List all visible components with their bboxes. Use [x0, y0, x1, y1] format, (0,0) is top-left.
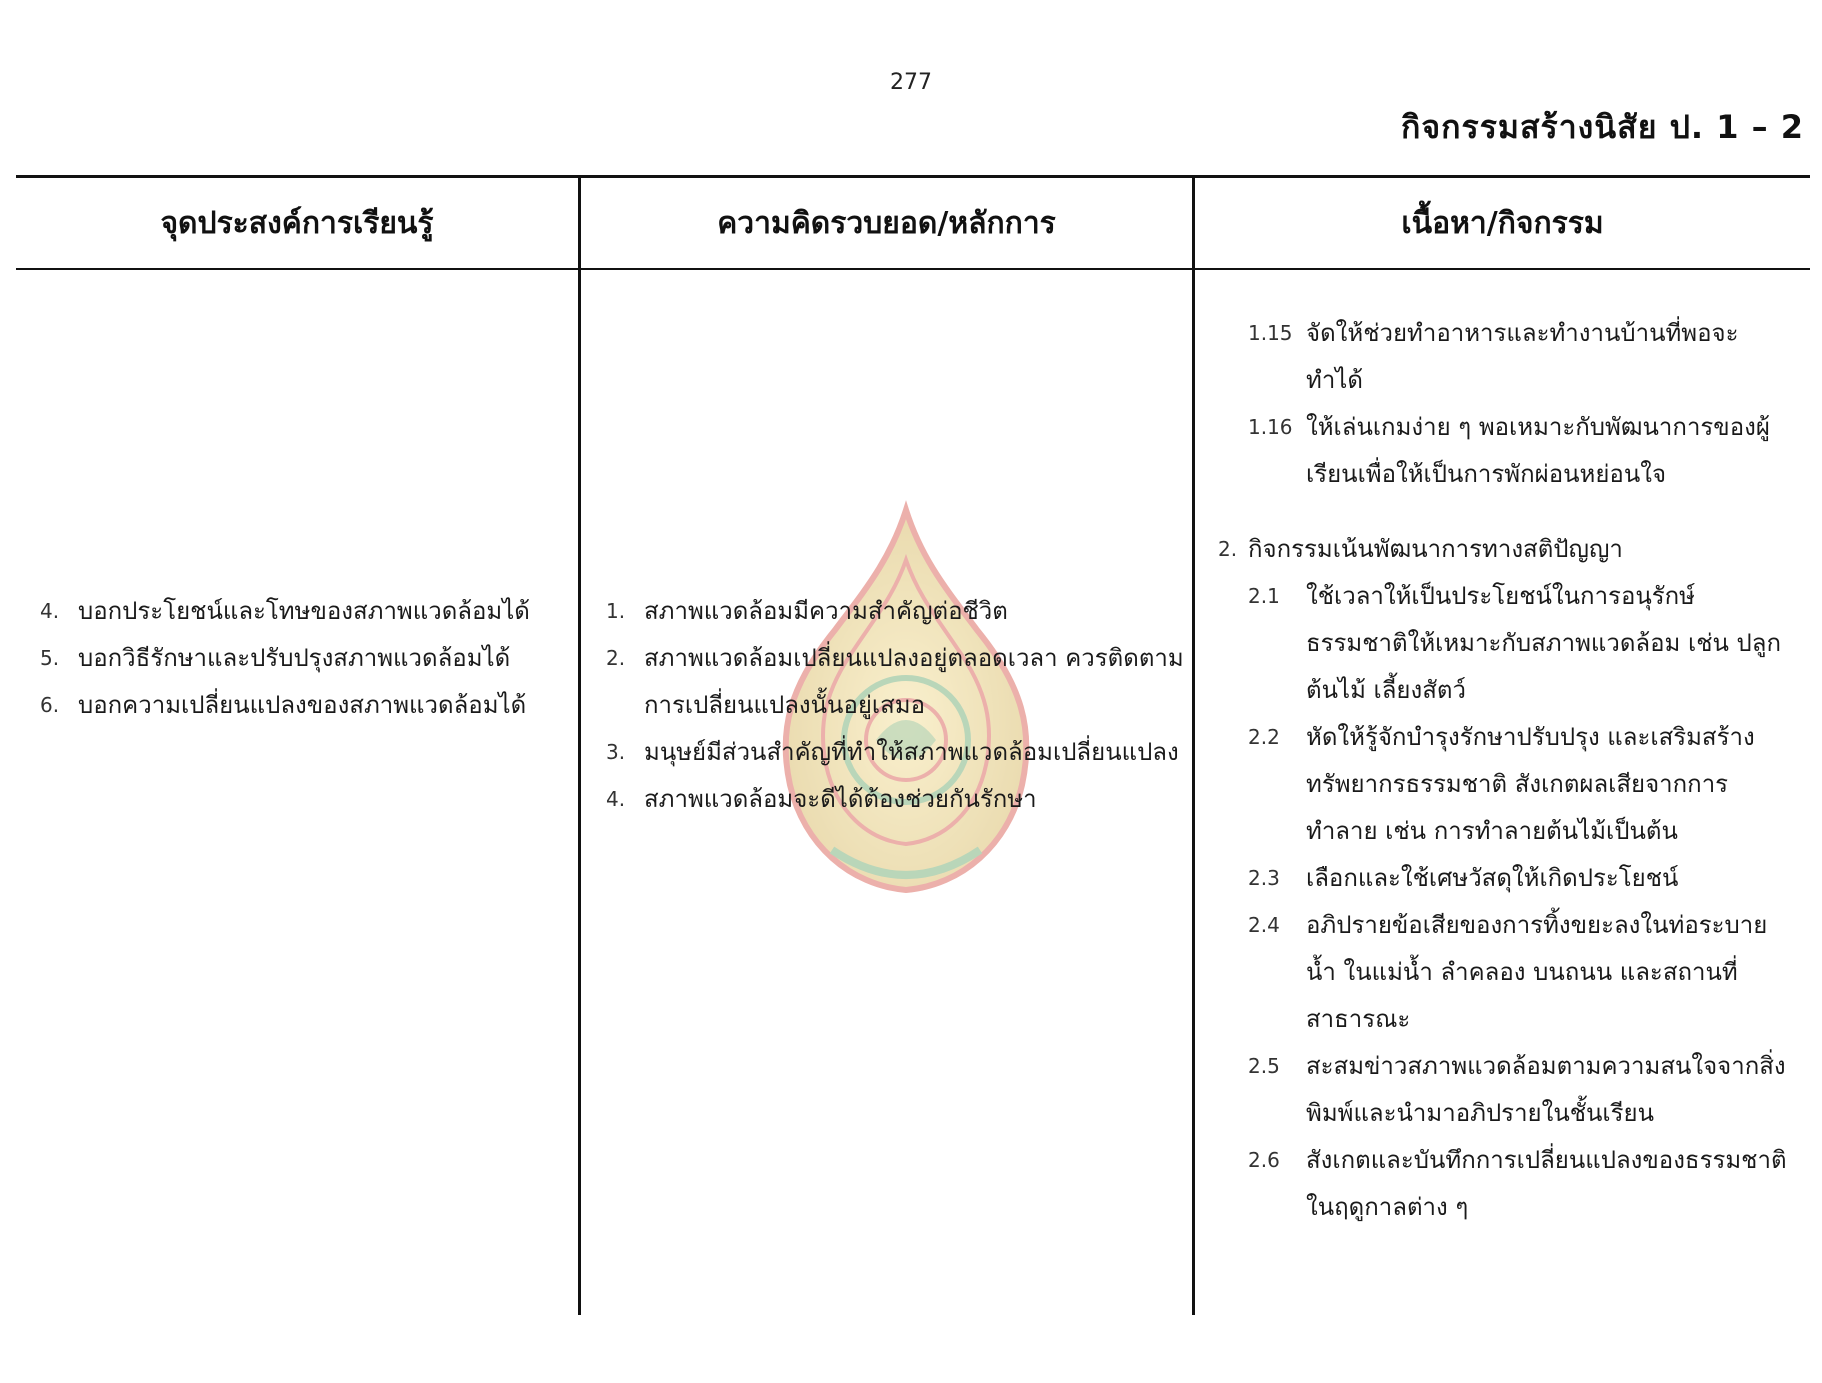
item-text: สภาพแวดล้อมจะดีได้ต้องช่วยกันรักษา — [644, 785, 1037, 813]
page-number: 277 — [890, 70, 932, 95]
list-item — [1248, 573, 1790, 714]
item-text: ให้เล่นเกมง่าย ๆ พอเหมาะกับพัฒนาการของผู้เรียนเพื่อให้เป็นการพักผ่อนหย่อนใจ — [1306, 413, 1770, 488]
item-text: บอกประโยชน์และโทษของสภาพแวดล้อมได้ — [78, 597, 530, 625]
column-divider-2 — [1192, 177, 1195, 1315]
item-text: สภาพแวดล้อมมีความสำคัญต่อชีวิต — [644, 597, 1008, 625]
item-number: 1.16 — [1248, 415, 1293, 439]
list-item — [1248, 855, 1790, 902]
list-item — [1248, 1137, 1790, 1231]
item-number: 2.6 — [1248, 1148, 1280, 1172]
list-item — [606, 776, 1186, 823]
section-number: 2. — [1218, 537, 1238, 561]
activities-column — [1218, 310, 1790, 1231]
item-text: บอกวิธีรักษาและปรับปรุงสภาพแวดล้อมได้ — [78, 644, 511, 672]
table-header-rule — [16, 268, 1810, 270]
item-number: 2. — [606, 646, 626, 670]
column-header-activities: เนื้อหา/กิจกรรม — [1401, 205, 1604, 241]
item-number: 3. — [606, 740, 626, 764]
column-header-objectives: จุดประสงค์การเรียนรู้ — [160, 205, 434, 241]
list-item — [1248, 404, 1790, 498]
item-text: สังเกตและบันทึกการเปลี่ยนแปลงของธรรมชาติในฤดูกาลต่าง ๆ — [1306, 1146, 1787, 1221]
list-item — [1248, 310, 1790, 404]
item-text: อภิปรายข้อเสียของการทิ้งขยะลงในท่อระบายน้ำ ในแม่น้ำ ลำคลอง บนถนน และสถานที่สาธารณะ — [1306, 911, 1768, 1033]
item-number: 5. — [40, 646, 60, 670]
column-header-concepts: ความคิดรวบยอด/หลักการ — [717, 205, 1056, 241]
item-text: ใช้เวลาให้เป็นประโยชน์ในการอนุรักษ์ธรรมชาติให้เหมาะกับสภาพแวดล้อม เช่น ปลูกต้นไม้ เลี้ยงสัตว์ — [1306, 582, 1781, 704]
spacer — [1248, 498, 1790, 512]
item-number: 6. — [40, 693, 60, 717]
item-text: มนุษย์มีส่วนสำคัญที่ทำให้สภาพแวดล้อมเปลี่ยนแปลง — [644, 738, 1179, 766]
item-text: สภาพแวดล้อมเปลี่ยนแปลงอยู่ตลอดเวลา ควรติดตามการเปลี่ยนแปลงนั้นอยู่เสมอ — [644, 644, 1184, 719]
item-number: 2.4 — [1248, 913, 1280, 937]
item-number: 2.5 — [1248, 1054, 1280, 1078]
item-number: 1. — [606, 599, 626, 623]
item-number: 4. — [40, 599, 60, 623]
list-item — [40, 682, 570, 729]
running-header: กิจกรรมสร้างนิสัย ป. 1 – 2 — [1401, 108, 1804, 146]
section-heading — [1218, 526, 1790, 573]
objectives-column — [40, 588, 570, 729]
item-number: 2.2 — [1248, 725, 1280, 749]
list-item — [1248, 902, 1790, 1043]
item-text: เลือกและใช้เศษวัสดุให้เกิดประโยชน์ — [1306, 864, 1679, 892]
item-number: 2.1 — [1248, 584, 1280, 608]
column-divider-1 — [578, 177, 581, 1315]
section-title: กิจกรรมเน้นพัฒนาการทางสติปัญญา — [1248, 535, 1623, 563]
item-number: 4. — [606, 787, 626, 811]
list-item — [40, 588, 570, 635]
list-item — [606, 729, 1186, 776]
item-text: สะสมข่าวสภาพแวดล้อมตามความสนใจจากสิ่งพิมพ์และนำมาอภิปรายในชั้นเรียน — [1306, 1052, 1786, 1127]
concepts-column — [606, 588, 1186, 823]
item-text: จัดให้ช่วยทำอาหารและทำงานบ้านที่พอจะทำได้ — [1306, 319, 1739, 394]
item-text: หัดให้รู้จักบำรุงรักษาปรับปรุง และเสริมสร้างทรัพยากรธรรมชาติ สังเกตผลเสียจากการทำลาย เช่น การทำลายต้นไม้เป็นต้น — [1306, 723, 1755, 845]
list-item — [1248, 714, 1790, 855]
item-number: 1.15 — [1248, 321, 1293, 345]
list-item — [1248, 1043, 1790, 1137]
list-item — [606, 588, 1186, 635]
list-item — [606, 635, 1186, 729]
list-item — [40, 635, 570, 682]
item-text: บอกความเปลี่ยนแปลงของสภาพแวดล้อมได้ — [78, 691, 527, 719]
item-number: 2.3 — [1248, 866, 1280, 890]
